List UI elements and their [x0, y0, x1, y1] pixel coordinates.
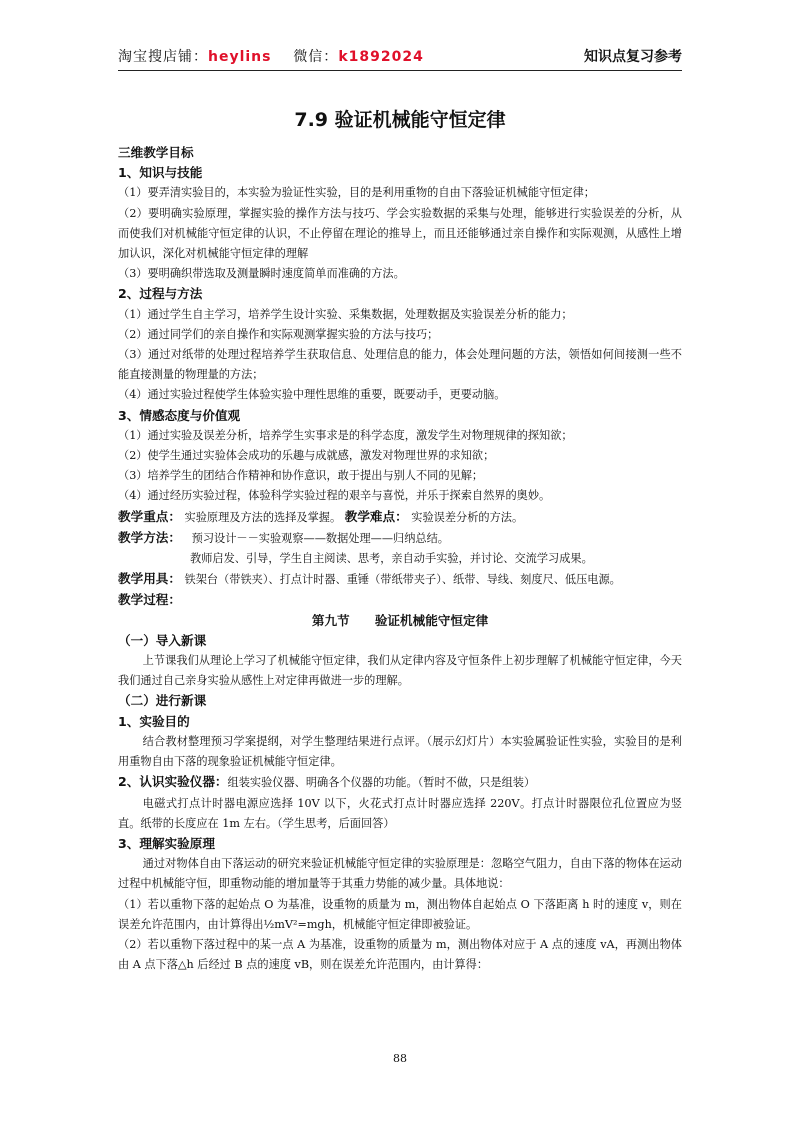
list-item: （2）通过同学们的亲自操作和实际观测掌握实验的方法与技巧；: [118, 327, 439, 341]
section-heading: 3、情感态度与价值观: [118, 407, 241, 423]
page-header: [118, 44, 682, 71]
apparatus-note: 组装实验仪器、明确各个仪器的功能。（暂时不做，只是组装）: [227, 776, 536, 790]
part2-heading: （二）进行新课: [118, 693, 207, 709]
list-item: （1）通过实验及误差分析，培养学生实事求是的科学态度，激发学生对物理规律的探知欲；: [118, 428, 573, 442]
purpose-heading: 1、实验目的: [118, 713, 190, 729]
principle-text: 通过对物体自由下落运动的研究来验证机械能守恒定律的实验原理是：忽略空气阻力，自由下落的物体在运动过程中机械能守恒，即重物动能的增加量等于其重力势能的减少量。具体地说：: [118, 857, 682, 891]
principle-heading: 3、理解实验原理: [118, 835, 215, 851]
shop-name: heylins: [208, 49, 272, 65]
part1-text: 上节课我们从理论上学习了机械能守恒定律，我们从定律内容及守恒条件上初步理解了机械能守恒定律，今天我们通过自己亲身实验从感性上对定律再做进一步的理解。: [118, 654, 682, 688]
wechat-id: k1892024: [338, 49, 424, 65]
section-title: 第九节 验证机械能守恒定律: [311, 612, 489, 628]
list-item: （2）要明确实验原理，掌握实验的操作方法与技巧、学会实验数据的采集与处理，能够进行实验误差的分析，从而使我们对机械能守恒定律的认识，不止停留在理论的推导上，而且还能够通过亲自操作和实际观测，从感性上增加认识，深化对机械能守恒定律的理解: [118, 206, 682, 261]
section-heading: 1、知识与技能: [118, 165, 203, 181]
methods-line1: 预习设计－－实验观察——数据处理——归纳总结。: [191, 531, 449, 545]
list-item: （3）通过对纸带的处理过程培养学生获取信息、处理信息的能力，体会处理问题的方法，领悟如何间接测一些不能直接测量的物理量的方法；: [118, 348, 682, 382]
apparatus-line: [118, 772, 682, 793]
purpose-text: 结合教材整理预习学案提纲，对学生整理结果进行点评。（展示幻灯片）本实验属验证性实验，实验目的是利用重物自由下落的现象验证机械能守恒定律。: [118, 734, 682, 769]
tools-label: 教学用具：: [118, 571, 181, 587]
teaching-tools: [118, 569, 682, 590]
methods-label: 教学方法：: [118, 529, 181, 545]
shop-info: [118, 46, 424, 66]
header-right-text: 知识点复习参考: [584, 49, 682, 65]
apparatus-text: 电磁式打点计时器电源应选择 10V 以下，火花式打点计时器应选择 220V。打点计时器限位孔位置应为竖直。纸带的长度应在 1m 左右。（学生思考，后面回答）: [118, 796, 682, 830]
process-heading: 教学过程：: [118, 592, 181, 608]
list-item: （4）通过经历实验过程，体验科学实验过程的艰辛与喜悦，并乐于探索自然界的奥妙。: [118, 489, 551, 503]
goals-heading: 三维教学目标: [118, 145, 194, 160]
page-title: 7.9 验证机械能守恒定律: [294, 109, 506, 131]
key-points-text: 实验原理及方法的选择及掌握。: [184, 510, 342, 524]
shop-label: 淘宝搜店铺：: [118, 49, 208, 65]
tools-text: 铁架台（带铁夹）、打点计时器、重锤（带纸带夹子）、纸带、导线、刻度尺、低压电源。: [184, 573, 621, 587]
document-body: [118, 143, 682, 975]
difficult-points-text: 实验误差分析的方法。: [411, 510, 524, 524]
section-heading: 2、过程与方法: [118, 286, 203, 302]
wechat-label: 微信：: [293, 49, 339, 65]
list-item: （1）要弄清实验目的，本实验为验证性实验，目的是利用重物的自由下落验证机械能守恒定律；: [118, 186, 595, 200]
list-item: （4）通过实验过程使学生体验实验中理性思维的重要，既要动手，更要动脑。: [118, 388, 506, 402]
list-item: （1）通过学生自主学习，培养学生设计实验、采集数据，处理数据及实验误差分析的能力；: [118, 307, 573, 321]
key-points: [118, 507, 682, 528]
methods-line2: 教师启发、引导，学生自主阅读、思考，亲自动手实验，并讨论、交流学习成果。: [190, 552, 593, 566]
principle-item-1: （1）若以重物下落的起始点 O 为基准，设重物的质量为 m，测出物体自起始点 O 下落距离 h 时的速度 v，则在误差允许范围内，由计算得出½mV²=mgh，机械能守恒定律即被验证。: [118, 897, 682, 931]
apparatus-heading: 2、认识实验仪器：: [118, 774, 228, 790]
principle-item-2: （2）若以重物下落过程中的某一点 A 为基准，设重物的质量为 m，测出物体对应于 A 点的速度 vA，再测出物体由 A 点下落△h 后经过 B 点的速度 vB，则在误差允许范围内，由计算得：: [118, 937, 682, 972]
difficult-points-label: 教学难点：: [344, 508, 408, 524]
list-item: （3）要明确织带选取及测量瞬时速度简单而准确的方法。: [118, 267, 405, 281]
key-points-label: 教学重点：: [118, 508, 181, 524]
part1-heading: （一）导入新课: [118, 632, 207, 648]
teaching-methods: [118, 528, 682, 549]
page-number: 88: [393, 1052, 407, 1065]
list-item: （2）使学生通过实验体会成功的乐趣与成就感，激发对物理世界的求知欲；: [118, 449, 495, 463]
list-item: （3）培养学生的团结合作精神和协作意识，敢于提出与别人不同的见解；: [118, 469, 484, 483]
